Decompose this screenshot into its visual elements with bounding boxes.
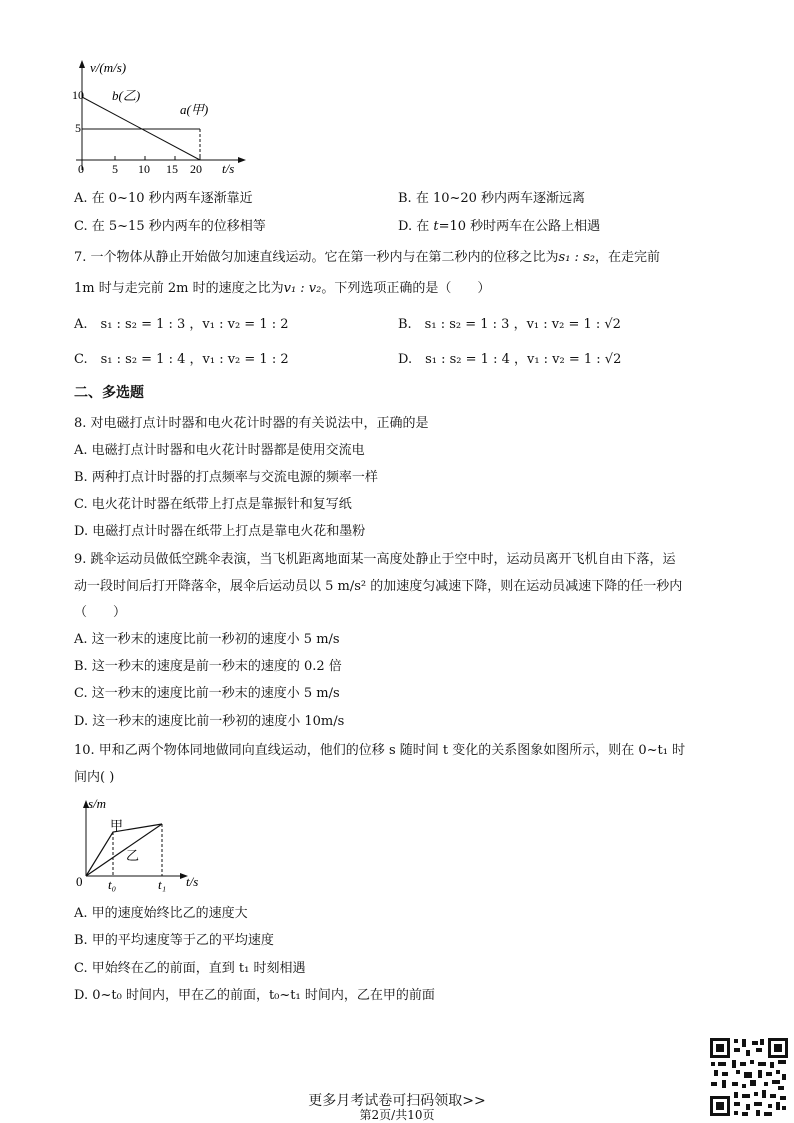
line-yi: [86, 824, 162, 876]
x-axis-label: t/s: [222, 161, 235, 176]
q10-stem-line1: 10. 甲和乙两个物体同地做同向直线运动，他们的位移 s 随时间 t 变化的关系图象如图所示，则在 0~t₁ 时: [74, 743, 686, 758]
velocity-time-graph: [62, 56, 252, 180]
q8-option-c: C. 电火花计时器在纸带上打点是靠振针和复写纸: [74, 497, 352, 512]
y-axis-arrow: [79, 60, 85, 68]
q9-option-d: D. 这一秒末的速度比前一秒初的速度小 10m/s: [74, 714, 345, 729]
t0-label: t₀: [108, 877, 117, 892]
q6-option-a: A. 在 0~10 秒内两车逐渐靠近: [74, 191, 253, 206]
x-tick-15: 15: [166, 162, 178, 176]
q7-ratio-v: v₁ : v₂: [283, 281, 322, 296]
y-axis-label: s/m: [88, 796, 107, 811]
x-tick-0: 0: [78, 162, 84, 176]
q9-option-b: B. 这一秒末的速度是前一秒末的速度的 0.2 倍: [74, 659, 342, 674]
line-a-label: a(甲): [180, 102, 209, 117]
q6-option-d-t: t: [433, 219, 439, 234]
section-title: 二、多选题: [74, 385, 144, 401]
t1-label: t₁: [158, 877, 167, 892]
y-axis-label: v/(m/s): [90, 60, 127, 75]
y-tick-5: 5: [75, 121, 81, 135]
q8-stem: 8. 对电磁打点计时器和电火花计时器的有关说法中，正确的是: [74, 416, 429, 431]
q10-option-a: A. 甲的速度始终比乙的速度大: [74, 906, 248, 921]
q9-option-a: A. 这一秒末的速度比前一秒初的速度小 5 m/s: [74, 632, 340, 647]
q9-option-c: C. 这一秒末的速度比前一秒末的速度小 5 m/s: [74, 686, 340, 701]
q10-option-b: B. 甲的平均速度等于乙的平均速度: [74, 933, 274, 948]
x-tick-20: 20: [190, 162, 202, 176]
q6-option-d-post: =10 秒时两车在公路上相遇: [438, 219, 601, 234]
q10-option-c: C. 甲始终在乙的前面，直到 t₁ 时刻相遇: [74, 961, 306, 976]
q9-stem-line3: （ ）: [74, 605, 127, 620]
q7-option-a: A. s₁ : s₂ = 1 : 3 ，v₁ : v₂ = 1 : 2: [74, 317, 289, 332]
q10-option-d: D. 0~t₀ 时间内，甲在乙的前面，t₀~t₁ 时间内，乙在甲的前面: [74, 988, 435, 1003]
x-axis-arrow: [238, 157, 246, 163]
q6-option-c: C. 在 5~15 秒内两车的位移相等: [74, 219, 266, 234]
q7-stem-line1: 7. 一个物体从静止开始做匀加速直线运动。它在第一秒内与在第二秒内的位移之比为s₁ : s₂，在走完前: [74, 250, 660, 265]
q7-option-d: D. s₁ : s₂ = 1 : 4 ，v₁ : v₂ = 1 : √2: [398, 352, 622, 367]
q8-option-a: A. 电磁打点计时器和电火花计时器都是使用交流电: [74, 443, 365, 458]
footer-promo: 更多月考试卷可扫码领取>>: [308, 1093, 486, 1109]
footer-page-number: 第2页/共10页: [359, 1108, 435, 1122]
q7-stem-line2: 1m 时与走完前 2m 时的速度之比为v₁ : v₂。下列选项正确的是（ ）: [74, 281, 491, 296]
q10-stem-line2: 间内( ): [74, 770, 115, 785]
line-b-label: b(乙): [112, 88, 141, 103]
origin-label: 0: [76, 874, 83, 889]
x-axis-label: t/s: [186, 874, 199, 889]
q6-option-d-pre: D. 在: [398, 219, 434, 234]
q9-stem-line1: 9. 跳伞运动员做低空跳伞表演，当飞机距离地面某一高度处静止于空中时，运动员离开飞机自由下落，运: [74, 552, 676, 567]
label-jia: 甲: [110, 818, 124, 833]
q6-option-b: B. 在 10~20 秒内两车逐渐远离: [398, 191, 586, 206]
displacement-time-graph: [74, 794, 214, 894]
q7-ratio-s: s₁ : s₂: [558, 250, 595, 265]
q6-option-d: [398, 215, 600, 234]
y-tick-10: 10: [72, 88, 84, 102]
label-yi: 乙: [126, 848, 140, 863]
q8-option-d: D. 电磁打点计时器在纸带上打点是靠电火花和墨粉: [74, 524, 366, 539]
q9-stem-line2: 动一段时间后打开降落伞，展伞后运动员以 5 m/s² 的加速度匀减速下降，则在运动员减速下降的任一秒内: [74, 579, 683, 594]
q8-option-b: B. 两种打点计时器的打点频率与交流电源的频率一样: [74, 470, 378, 485]
x-tick-5: 5: [112, 162, 118, 176]
x-tick-10: 10: [138, 162, 150, 176]
q7-option-c: C. s₁ : s₂ = 1 : 4 ，v₁ : v₂ = 1 : 2: [74, 352, 289, 367]
q7-option-b: B. s₁ : s₂ = 1 : 3 ，v₁ : v₂ = 1 : √2: [398, 317, 621, 332]
